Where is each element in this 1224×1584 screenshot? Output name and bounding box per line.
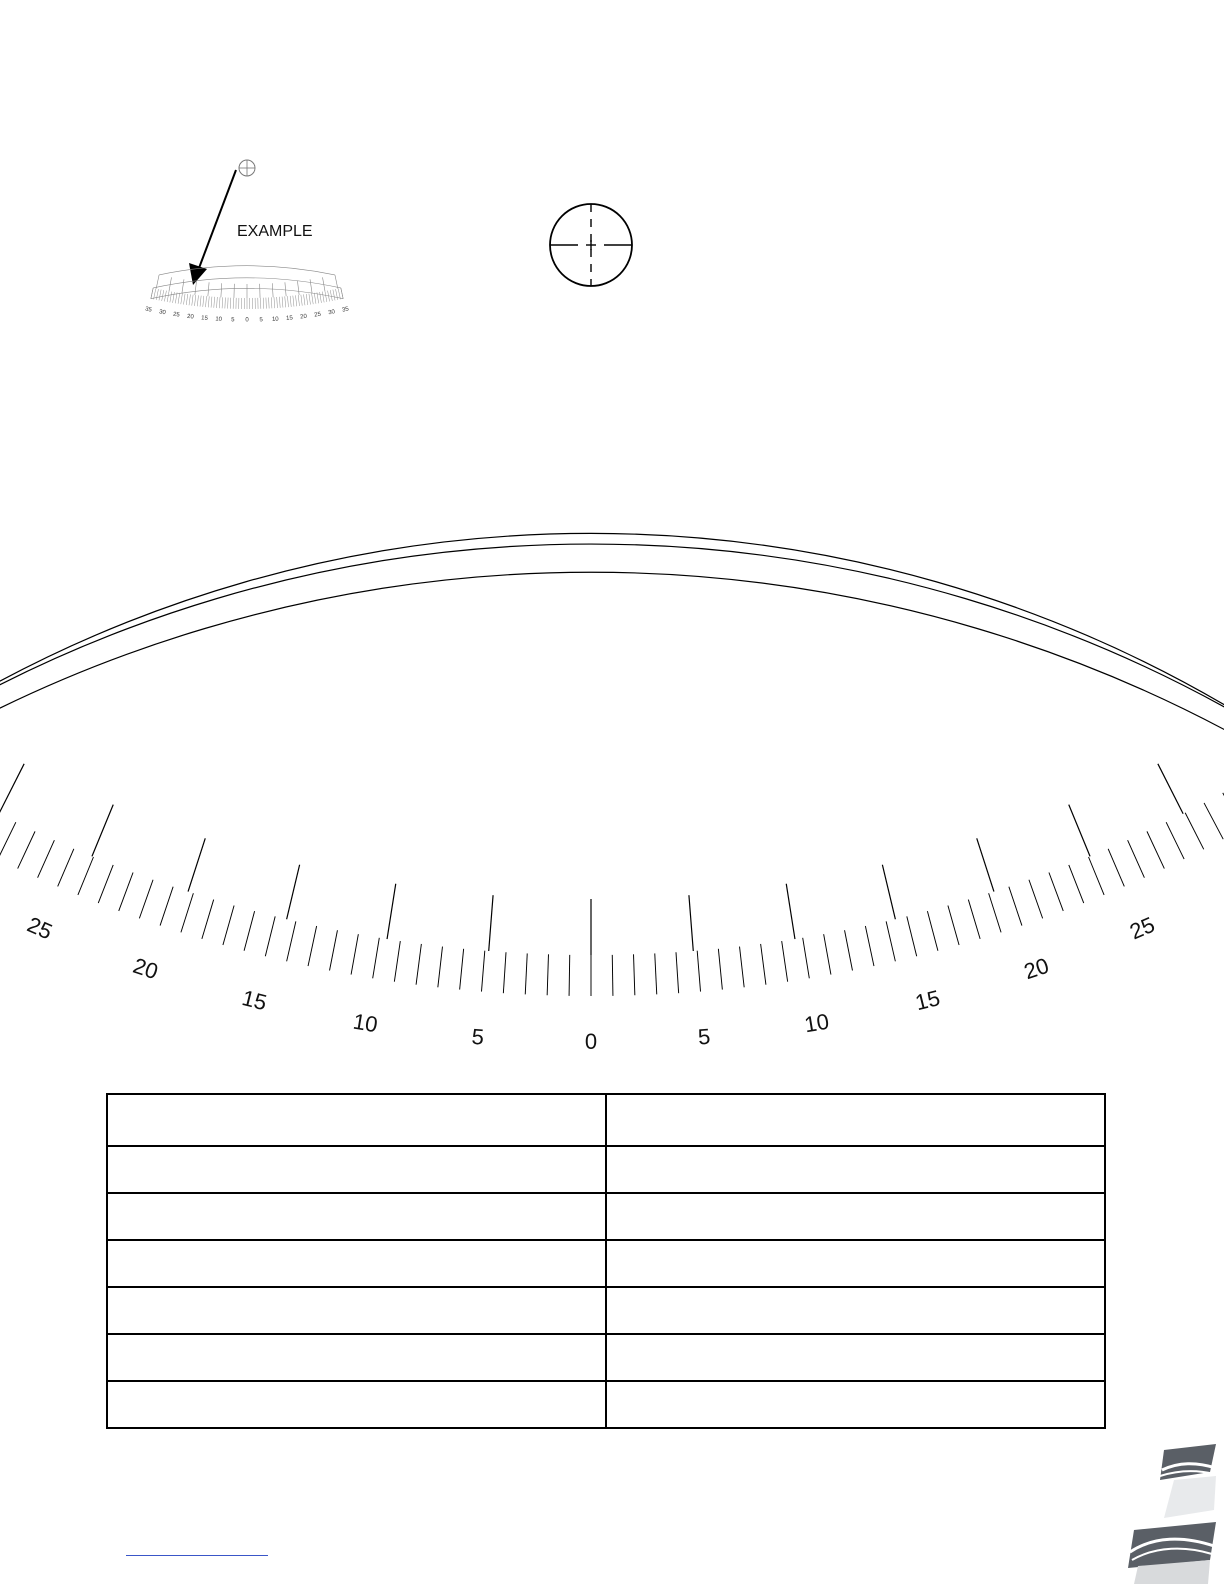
- scale-tick-label: 25: [1125, 911, 1159, 945]
- table-cell[interactable]: [606, 1381, 1105, 1428]
- scale-tick-label: 15: [285, 315, 294, 322]
- table-cell[interactable]: [107, 1240, 606, 1287]
- table-cell[interactable]: [606, 1094, 1105, 1146]
- scale-fine-tick: [330, 290, 332, 301]
- table-row: [107, 1193, 1105, 1240]
- table-cell[interactable]: [107, 1381, 606, 1428]
- table-row: [107, 1146, 1105, 1193]
- scale-fine-tick: [293, 296, 294, 307]
- scale-tick-label: 15: [912, 985, 943, 1016]
- scale-box-divider: [272, 283, 273, 297]
- scale-box-divider: [195, 281, 197, 295]
- scale-fine-tick: [203, 296, 204, 307]
- scale-fine-tick: [333, 290, 335, 301]
- scale-fine-tick: [304, 294, 305, 305]
- scale-fine-tick: [277, 297, 278, 308]
- example-target-icon: [239, 160, 255, 176]
- scale-fine-tick: [214, 297, 215, 308]
- scale-fine-tick: [206, 296, 207, 307]
- scale-fine-tick: [285, 296, 286, 307]
- scale-fine-tick: [192, 295, 193, 306]
- scale-fine-tick: [271, 297, 272, 308]
- table-cell[interactable]: [107, 1146, 606, 1193]
- table-row: [107, 1287, 1105, 1334]
- scale-tick-label: 5: [470, 1023, 485, 1050]
- table-cell[interactable]: [606, 1193, 1105, 1240]
- blank-record-table: [106, 1093, 1106, 1429]
- table-cell[interactable]: [107, 1094, 606, 1146]
- scale-fine-tick: [197, 295, 198, 306]
- scale-fine-tick: [301, 295, 302, 306]
- scale-tick-label: 15: [239, 985, 270, 1016]
- scale-tick-label: 10: [351, 1008, 380, 1038]
- scale-tick-label: 5: [231, 317, 235, 324]
- scale-fine-tick: [178, 293, 180, 304]
- mini-scale-labels: [144, 306, 350, 323]
- scale-tick-label: 35: [144, 306, 153, 314]
- table-cell[interactable]: [606, 1287, 1105, 1334]
- scale-tick-label: 10: [271, 316, 279, 323]
- scale-fine-tick: [282, 297, 283, 308]
- table-row: [107, 1334, 1105, 1381]
- scale-fine-tick: [189, 294, 190, 305]
- scale-tick-label: 25: [23, 911, 57, 945]
- scale-fine-tick: [274, 297, 275, 308]
- scale-outer-arc: [159, 266, 335, 275]
- scale-fine-tick: [312, 293, 314, 304]
- scale-fine-tick: [320, 292, 322, 303]
- example-label: EXAMPLE: [237, 223, 313, 240]
- scale-fine-tick: [306, 294, 307, 305]
- scale-box-divider: [285, 282, 286, 296]
- scale-tick-label: 10: [802, 1008, 831, 1038]
- table-row: [107, 1094, 1105, 1146]
- brand-logo-icon: [1124, 1440, 1224, 1584]
- scale-fine-tick: [151, 288, 153, 299]
- scale-fine-tick: [336, 289, 338, 300]
- scale-tick-label: 35: [341, 306, 350, 314]
- scale-fine-tick: [219, 297, 220, 308]
- scale-tick-label: 20: [1020, 952, 1052, 985]
- scale-fine-tick: [156, 289, 158, 300]
- scale-box-divider: [221, 283, 222, 297]
- scale-fine-tick: [173, 292, 175, 303]
- scale-tick-label: 15: [200, 315, 209, 322]
- scale-fine-tick: [184, 294, 186, 305]
- example-mini-scale: [144, 266, 350, 324]
- table-cell[interactable]: [606, 1146, 1105, 1193]
- scale-fine-tick: [287, 296, 288, 307]
- scale-fine-tick: [225, 297, 226, 308]
- scale-tick-label: 30: [327, 309, 336, 317]
- scale-box-divider: [182, 279, 184, 293]
- scale-box-divider: [310, 279, 312, 293]
- example-arrow: [189, 170, 236, 285]
- scale-fine-tick: [290, 296, 291, 307]
- scale-fine-tick: [159, 290, 161, 301]
- scale-tick-label: 10: [215, 316, 223, 323]
- scale-fine-tick: [279, 297, 280, 308]
- scale-fine-tick: [162, 290, 164, 301]
- scale-tick-label: 25: [313, 311, 322, 319]
- scale-fine-tick: [211, 297, 212, 308]
- scale-fine-tick: [217, 297, 218, 308]
- scale-box-divider: [297, 281, 299, 295]
- scale-tick-label: 30: [158, 309, 167, 317]
- scale-fine-tick: [222, 297, 223, 308]
- scale-fine-tick: [314, 293, 316, 304]
- table-row: [107, 1240, 1105, 1287]
- scale-fine-tick: [341, 288, 343, 299]
- scale-fine-tick: [325, 291, 327, 302]
- table-cell[interactable]: [107, 1193, 606, 1240]
- scale-fine-tick: [269, 297, 270, 308]
- scale-fine-tick: [181, 293, 183, 304]
- scale-tick-label: 0: [245, 317, 249, 324]
- scale-fine-tick: [298, 295, 299, 306]
- scale-fine-tick: [322, 292, 324, 303]
- table-cell[interactable]: [606, 1334, 1105, 1381]
- scale-fine-tick: [170, 292, 172, 303]
- scale-tick-label: 20: [299, 313, 308, 321]
- scale-box-divider: [208, 282, 209, 296]
- table-row: [107, 1381, 1105, 1428]
- scale-tick-label: 0: [584, 1028, 598, 1054]
- scale-tick-label: 25: [172, 311, 181, 319]
- scale-fine-tick: [208, 296, 209, 307]
- scale-fine-tick: [167, 291, 169, 302]
- scale-tick-label: 5: [259, 317, 263, 324]
- footer-link[interactable]: [126, 1555, 268, 1556]
- scale-tick-label: 5: [697, 1023, 712, 1050]
- scale-fine-tick: [296, 295, 297, 306]
- scale-tick-label: 20: [186, 313, 195, 321]
- table-cell[interactable]: [107, 1287, 606, 1334]
- scale-tick-label: 20: [130, 952, 162, 985]
- scale-fine-tick: [195, 295, 196, 306]
- scale-fine-tick: [309, 294, 311, 305]
- scale-fine-tick: [186, 294, 187, 305]
- table-cell[interactable]: [606, 1240, 1105, 1287]
- scale-fine-tick: [200, 296, 201, 307]
- table-cell[interactable]: [107, 1334, 606, 1381]
